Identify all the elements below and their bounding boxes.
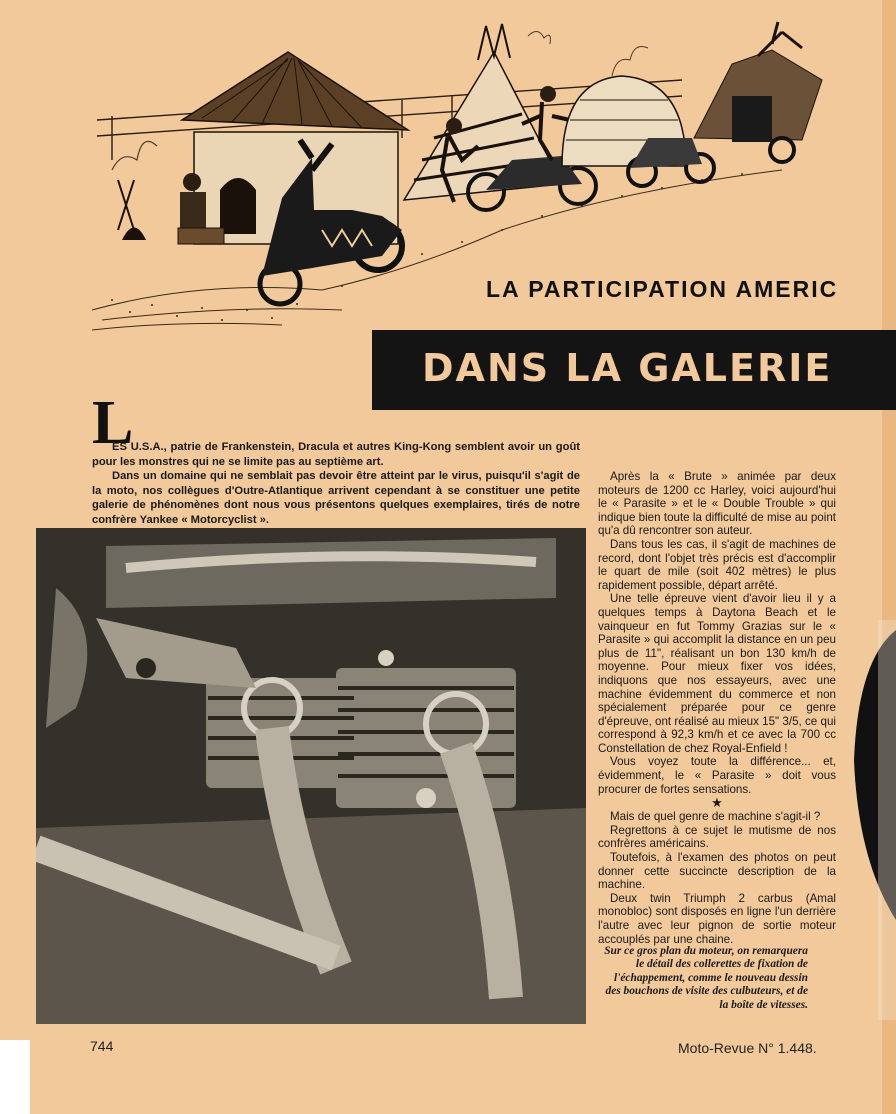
campfire: [112, 141, 157, 240]
column-paragraph: Deux twin Triumph 2 carbus (Amal monobloc) sont disposés en ligne l'un derrière l'autre avec leur pignon de sortie moteur accouplés par une chaine.: [598, 891, 836, 946]
article-column: [598, 470, 836, 946]
page-tear: [0, 1040, 30, 1114]
edge-photo-fragment: [848, 620, 896, 1020]
column-paragraph: Regrettons à ce sujet le mutisme de nos confrères américains.: [598, 823, 836, 851]
column-paragraph: Toutefois, à l'examen des photos on peut donner cette succincte description de la machine.: [598, 851, 836, 892]
title-banner: [372, 330, 896, 410]
photo-caption: Sur ce gros plan du moteur, on remarquera le détail des collerettes de fixation de l'échappement, comme le nouveau dessin des bouchons de visite des culbuteurs, et de la boîte de vitesses.: [604, 945, 808, 1011]
article-subtitle: LA PARTICIPATION AMERIC: [486, 276, 839, 302]
column-paragraph: Mais de quel genre de machine s'agit-il ?: [610, 810, 821, 824]
rock-and-figure: [694, 22, 822, 162]
intro-paragraphs: [92, 440, 580, 528]
drop-cap-letter: L: [92, 389, 134, 457]
page-number: 744: [90, 1038, 114, 1054]
article-title: DANS LA GALERIE: [422, 346, 833, 390]
intro-paragraph: Dans un domaine qui ne semblait pas devoir être atteint par le virus, puisqu'il s'agit de la moto, nos collègues d'Outre-Atlantique arrivent cependant à se constituer une petite galerie de phénomènes dont nous vous présentons quelques exemplaires, tirés de notre confrère Yankee « Motorcyclist ».: [92, 470, 580, 526]
section-star: ★: [711, 795, 723, 811]
engine-photo: [36, 528, 586, 1024]
intro-paragraph: ES U.S.A., patrie de Frankenstein, Dracula et autres King-Kong semblent avoir un goût pour les monstres qui ne se limite pas au septième art.: [92, 441, 580, 468]
column-paragraph: Une telle épreuve vient d'avoir lieu il y a quelques temps à Daytona Beach et le vainqueur en fut Tommy Grazias sur le « Parasite » qui accomplit la distance en un peu plus de 11", réalisant un bon 130 km/h de moyenne. Pour mieux fixer vos idées, indiquons que nos essayeurs, avec une machine évidemment du commerce et non spécialement préparée pour ce genre d'épreuve, ont réalisé au mieux 15" 3/5, ce qui correspond à 92,3 km/h et ce avec la 700 cc Constellation de chez Royal-Enfield !: [598, 592, 836, 755]
igloo: [562, 47, 714, 187]
column-paragraph: Après la « Brute » animée par deux moteurs de 1200 cc Harley, voici aujourd'hui le « Parasite » et le « Double Trouble » qui indique bien toute la difficulté de mise au point qu'a dû rencontrer son auteur.: [598, 470, 836, 538]
magazine-reference: Moto-Revue N° 1.448.: [678, 1040, 817, 1056]
column-paragraph: Dans tous les cas, il s'agit de machines de record, dont l'objet très précis est d'accomplir le quart de mile (soit 402 mètres) le plus rapidement possible, départ arrêté.: [598, 537, 836, 592]
column-paragraph: Vous voyez toute la différence... et, évidemment, le « Parasite » doit vous procurer de fortes sensations.: [598, 755, 836, 796]
